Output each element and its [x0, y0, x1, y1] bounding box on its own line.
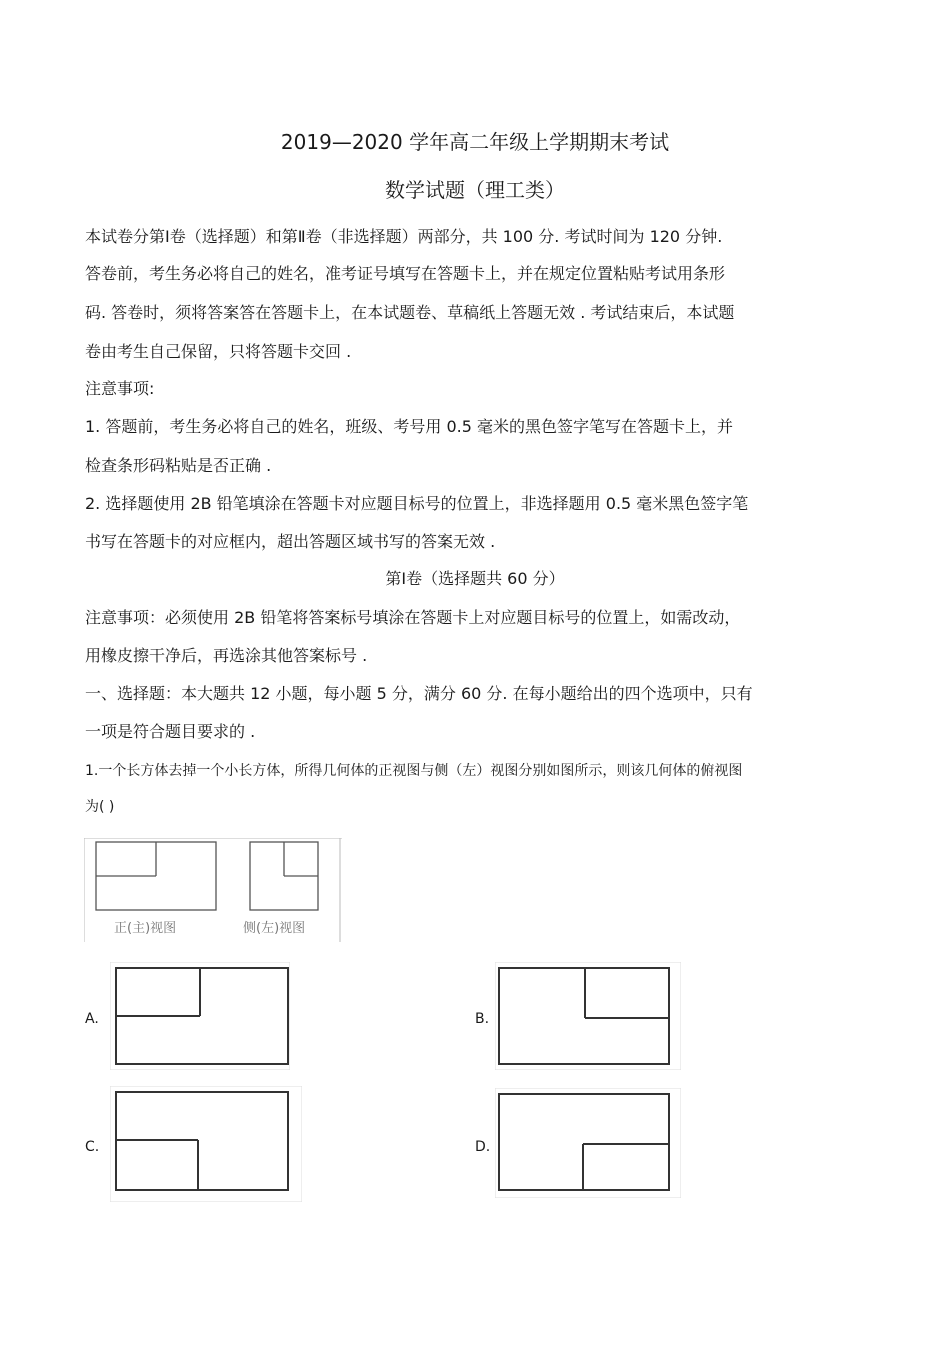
- front-view-label: 正(主)视图: [114, 921, 177, 936]
- notice-line-4: 书写在答题卡的对应框内，超出答题区域书写的答案无效 .: [85, 532, 496, 551]
- exam-title: 2019—2020 学年高二年级上学期期末考试: [280, 130, 670, 154]
- part1-line-4: 一项是符合题目要求的 .: [85, 722, 256, 741]
- option-d-label[interactable]: D.: [475, 1139, 491, 1155]
- option-c-label[interactable]: C.: [85, 1139, 100, 1155]
- question-1-stem-end: 为( ): [85, 799, 115, 815]
- intro-line-2: 答卷前，考生务必将自己的姓名，准考证号填写在答题卡上，并在规定位置粘贴考试用条形: [85, 264, 726, 283]
- part1-line-2: 用橡皮擦干净后，再选涂其他答案标号 .: [85, 646, 368, 665]
- option-c-drawing: [110, 1086, 302, 1202]
- side-view-drawing: [250, 842, 318, 910]
- option-c-figure[interactable]: [110, 1086, 302, 1202]
- part1-line-1: 注意事项：必须使用 2B 铅笔将答案标号填涂在答题卡上对应题目标号的位置上，如需改动，: [85, 608, 741, 627]
- front-view-drawing: [96, 842, 216, 910]
- intro-line-3: 码. 答卷时，须将答案答在答题卡上，在本试题卷、草稿纸上答题无效 . 考试结束后，本试题: [85, 303, 735, 322]
- option-b-figure[interactable]: [495, 962, 681, 1070]
- option-d-drawing: [495, 1088, 681, 1198]
- notice-heading: 注意事项:: [85, 379, 155, 398]
- side-view-label: 侧(左)视图: [243, 921, 306, 936]
- exam-subtitle: 数学试题（理工类）: [385, 178, 565, 202]
- intro-line-1: 本试卷分第Ⅰ卷（选择题）和第Ⅱ卷（非选择题）两部分，共 100 分. 考试时间为 120 分钟.: [85, 227, 723, 246]
- option-b-drawing: [495, 962, 681, 1070]
- option-a-figure[interactable]: [110, 962, 290, 1070]
- part1-heading: 第Ⅰ卷（选择题共 60 分）: [385, 569, 565, 588]
- option-d-figure[interactable]: [495, 1088, 681, 1198]
- question-1-stem: 1.一个长方体去掉一个小长方体，所得几何体的正视图与侧（左）视图分别如图所示，则该几何体的俯视图: [85, 763, 743, 779]
- notice-line-3: 2. 选择题使用 2B 铅笔填涂在答题卡对应题目标号的位置上，非选择题用 0.5 毫米黑色签字笔: [85, 494, 749, 513]
- notice-line-2: 检查条形码粘贴是否正确 .: [85, 456, 272, 475]
- option-a-drawing: [110, 962, 290, 1070]
- option-a-label[interactable]: A.: [85, 1011, 99, 1027]
- notice-line-1: 1. 答题前，考生务必将自己的姓名，班级、考号用 0.5 毫米的黑色签字笔写在答题卡上，并: [85, 417, 733, 436]
- option-b-label[interactable]: B.: [475, 1011, 490, 1027]
- intro-line-4: 卷由考生自己保留，只将答题卡交回 .: [85, 342, 352, 361]
- part1-line-3: 一、选择题：本大题共 12 小题，每小题 5 分，满分 60 分. 在每小题给出的四个选项中，只有: [85, 684, 753, 703]
